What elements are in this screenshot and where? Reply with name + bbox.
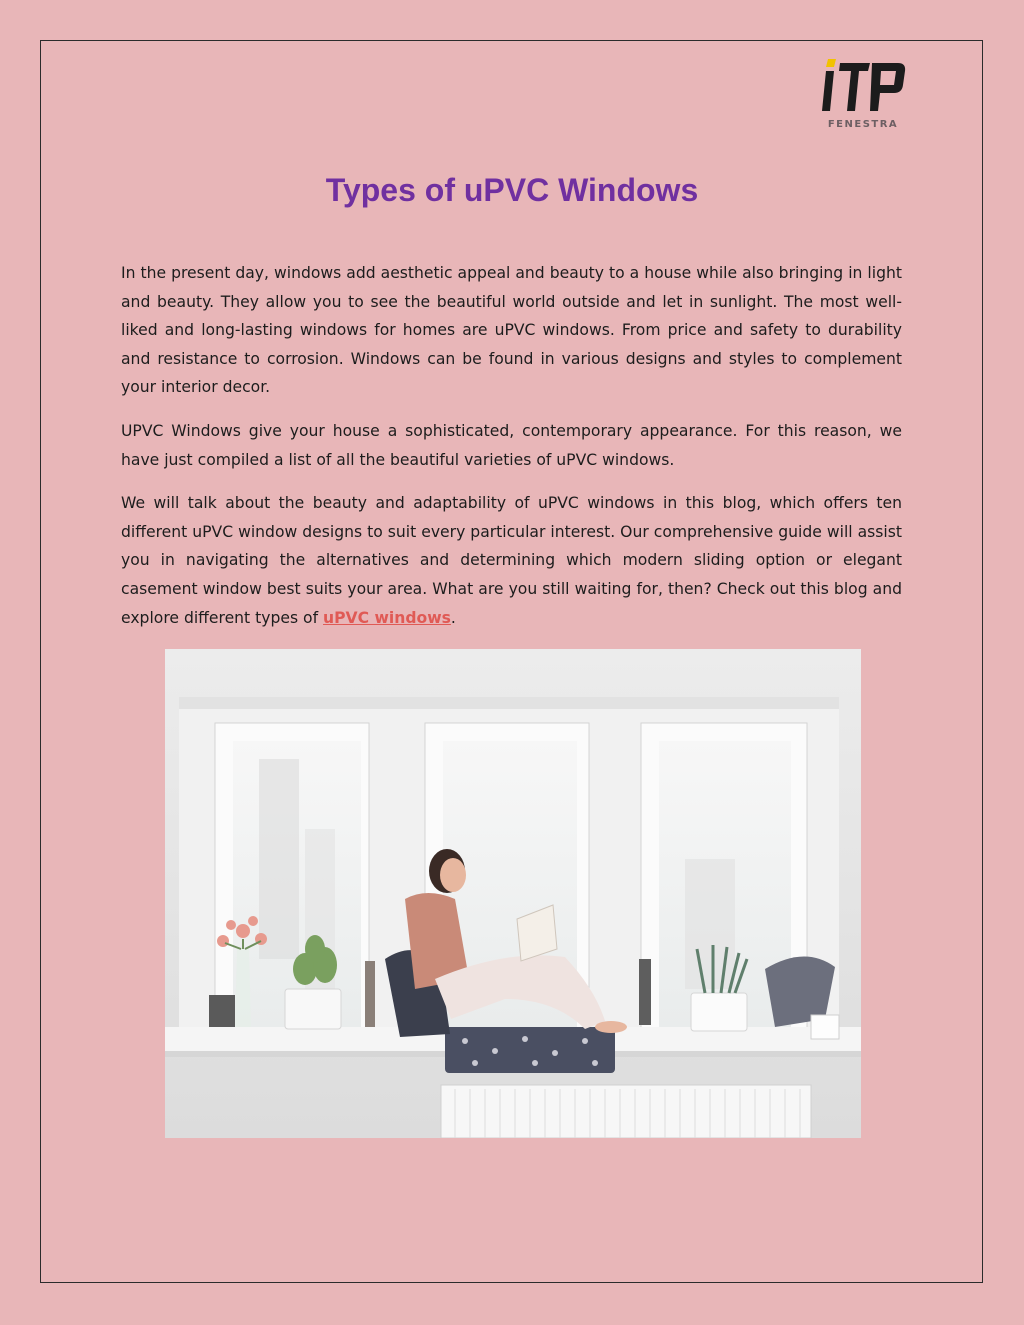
paragraph-intro: In the present day, windows add aesthetic appeal and beauty to a house while also bringing in light and beauty. They allow you to see the beautiful world outside and let in sunlight. The most well-liked and long-lasting windows for homes are uPVC windows. From price and safety to durability and resistance to corrosion. Windows can be found in various designs and styles to complement your interior decor.	[121, 264, 902, 397]
paragraph-blog-overview	[121, 489, 902, 632]
article-body	[121, 259, 902, 647]
paragraph-end-punctuation: .	[450, 608, 456, 627]
paragraph-upvc-appearance: UPVC Windows give your house a sophisticated, contemporary appearance. For this reason, we have just compiled a list of all the beautiful varieties of uPVC windows.	[121, 421, 902, 469]
logo-subtitle: FENESTRA	[827, 119, 899, 130]
itp-logo-mark-icon	[818, 55, 908, 117]
document-title: Types of uPVC Windows	[325, 172, 699, 208]
itp-fenestra-logo	[818, 55, 908, 137]
window-seat-illustration	[165, 649, 861, 1138]
paragraph-blog-overview-text: We will talk about the beauty and adaptability of uPVC windows in this blog, which offers ten different uPVC window designs to suit every particular interest. Our comprehensive guide will assist you in navigating the alternatives and determining which modern sliding option or elegant casement window best suits your area. What are you still waiting for, then? Check out this blog and explore different types of	[121, 494, 902, 627]
upvc-windows-link[interactable]: uPVC windows	[323, 608, 451, 627]
hero-photo-woman-reading-by-window	[165, 649, 861, 1138]
